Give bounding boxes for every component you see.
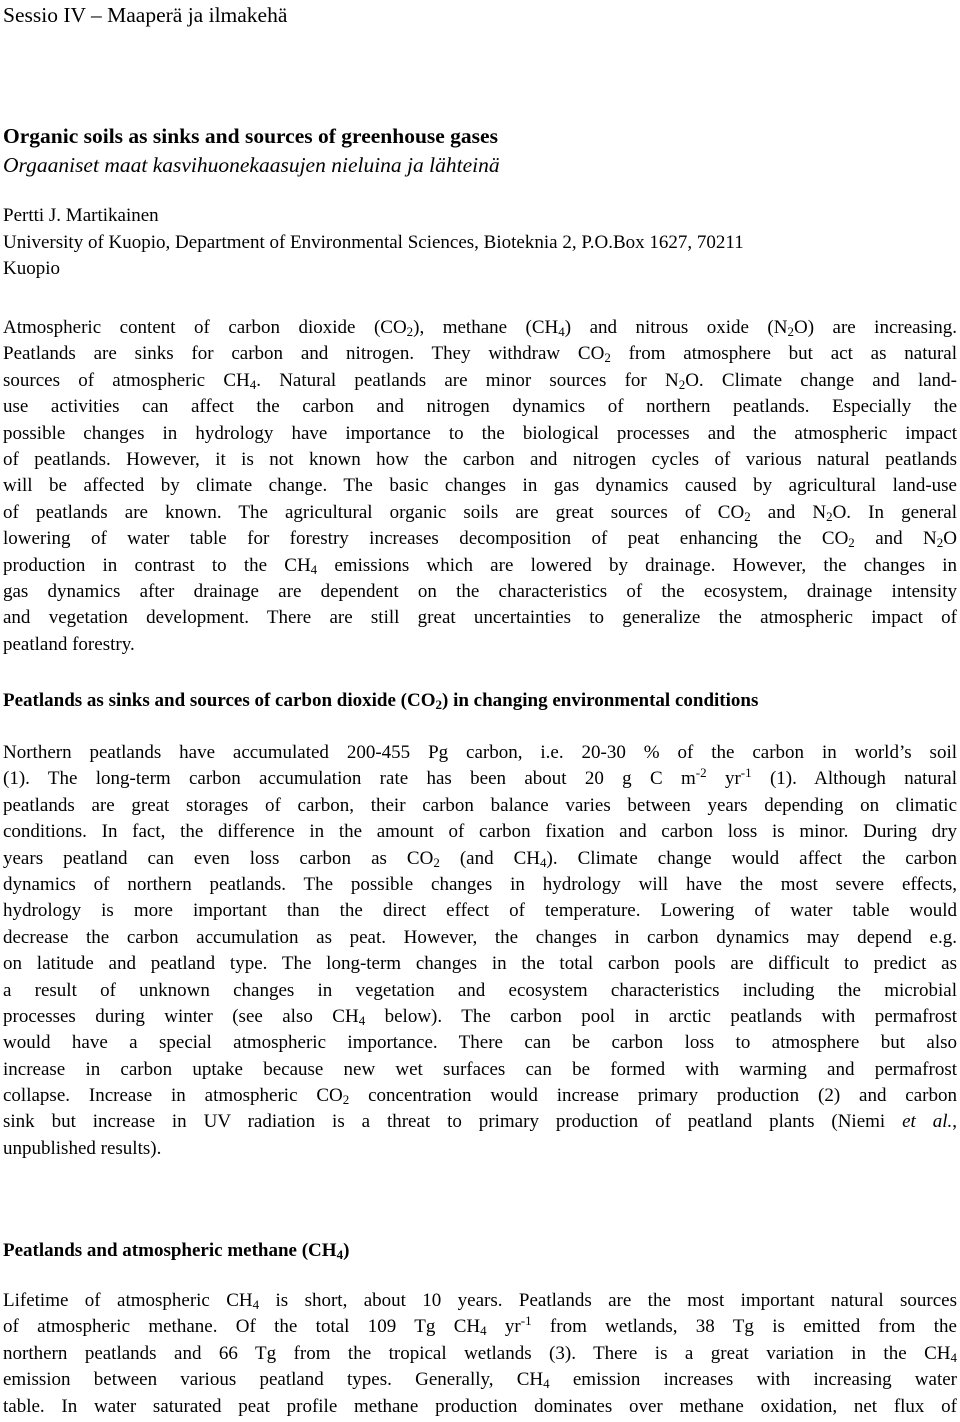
text-line: on latitude and peatland type. The long-term changes in the total carbon pools are difficult to predict as [3, 953, 957, 975]
text-line: hydrology is more important than the direct effect of temperature. Lowering of water table would [3, 900, 957, 922]
text-line: collapse. Increase in atmospheric $CO_2$ concentration would increase primary production (2) and carbon [3, 1085, 957, 1108]
text-line: increase in carbon uptake because new wet surfaces can be formed with warming and permafrost [3, 1058, 957, 1080]
text-line: conditions. In fact, the difference in the amount of carbon fixation and carbon loss is minor. During dry [3, 821, 957, 843]
text-line: of peatlands are known. The agricultural organic soils are great sources of $CO_2$ and $N_2O$. In general [3, 501, 957, 524]
text-line: sources of atmospheric $CH_4$. Natural peatlands are minor sources for $N_2O$. Climate change and land- [3, 369, 957, 392]
text-line: gas dynamics after drainage are dependent on the characteristics of the ecosystem, drainage intensity [3, 580, 957, 602]
text-line: Atmospheric content of carbon dioxide $(CO_2)$, methane $(CH_4)$ and nitrous oxide $(N_2O)$ are increasing. [3, 317, 957, 339]
document-title: Organic soils as sinks and sources of greenhouse gases [3, 124, 498, 148]
text-line: a result of unknown changes in vegetation and ecosystem characteristics including the microbial [3, 979, 957, 1001]
text-line: decrease the carbon accumulation as peat. However, the changes in carbon dynamics may depend e.g. [3, 926, 957, 948]
text-line: of peatlands. However, it is not known how the carbon and nitrogen cycles of various natural peatlands [3, 448, 957, 470]
session-header: Sessio IV – Maaperä ja ilmakehä [3, 3, 288, 27]
text-line: emission between various peatland types. Generally, $CH_4$ emission increases with increasing water [3, 1369, 957, 1392]
text-line: (1). The long-term carbon accumulation rate has been about 20 g C $m^{-2}$ $yr^{-1}$ (1). Although natural [3, 765, 957, 790]
text-line: of atmospheric methane. Of the total 109 Tg $CH_4$ $yr^{-1}$ from wetlands, 38 Tg is emitted from the [3, 1313, 957, 1339]
ch4-paragraph [3, 1288, 957, 1420]
text-line: lowering of water table for forestry increases decomposition of peat enhancing the $CO_2$ and $N_2O$ [3, 528, 958, 551]
text-line: unpublished results). [3, 1137, 162, 1159]
text-line: Lifetime of atmospheric $CH_4$ is short, about 10 years. Peatlands are the most important natural sources [3, 1290, 957, 1312]
abstract-paragraph [3, 315, 957, 658]
author-name: Pertti J. Martikainen [3, 205, 159, 226]
text-line: sink but increase in UV radiation is a threat to primary production of peatland plants (Niemi et al., [3, 1111, 957, 1133]
text-line: production in contrast to the $CH_4$ emissions which are lowered by drainage. However, the changes in [3, 554, 957, 577]
title-block [3, 122, 500, 180]
text-line: and vegetation development. There are still great uncertainties to generalize the atmospheric impact of [3, 607, 957, 629]
co2-paragraph [3, 740, 957, 1162]
text-line: peatlands are great storages of carbon, their carbon balance varies between years depending on climatic [3, 794, 957, 816]
section-heading-co2: Peatlands as sinks and sources of carbon dioxide $(CO_2)$ in changing environmental conditions [3, 690, 759, 712]
text-line: Northern peatlands have accumulated 200-455 Pg carbon, i.e. 20-30 % of the carbon in world’s soil [3, 742, 957, 763]
document-subtitle: Orgaaniset maat kasvihuonekaasujen nieluina ja lähteinä [3, 153, 500, 177]
text-line: peatland forestry. [3, 633, 135, 655]
text-line: processes during winter (see also $CH_4$ below). The carbon pool in arctic peatlands with permafrost [3, 1005, 957, 1028]
text-line: would have a special atmospheric importance. There can be carbon loss to atmosphere but also [3, 1032, 957, 1054]
text-line: Peatlands are sinks for carbon and nitrogen. They withdraw $CO_2$ from atmosphere but act as natural [3, 343, 958, 366]
text-line: use activities can affect the carbon and nitrogen dynamics of northern peatlands. Especially the [3, 396, 957, 418]
author-affiliation: University of Kuopio, Department of Environmental Sciences, Bioteknia 2, P.O.Box 1627, 70211 [3, 231, 744, 253]
author-block [3, 203, 744, 283]
text-line: dynamics of northern peatlands. The possible changes in hydrology will have the most severe effects, [3, 873, 957, 895]
text-line: table. In water saturated peat profile methane production dominates over methane oxidation, net flux of [3, 1395, 957, 1417]
text-line: northern peatlands and 66 Tg from the tropical wetlands (3). There is a great variation in the $CH_4$ [3, 1342, 957, 1365]
text-line: will be affected by climate change. The basic changes in gas dynamics caused by agricultural land-use [3, 475, 957, 497]
text-line: possible changes in hydrology have importance to the biological processes and the atmospheric impact [3, 422, 957, 444]
author-affiliation-city: Kuopio [3, 258, 60, 279]
section-heading-ch4: Peatlands and atmospheric methane $(CH_4)$ [3, 1240, 350, 1262]
text-line: years peatland can even loss carbon as $CO_2$ (and $CH_4$). Climate change would affect the carbon [3, 847, 957, 870]
